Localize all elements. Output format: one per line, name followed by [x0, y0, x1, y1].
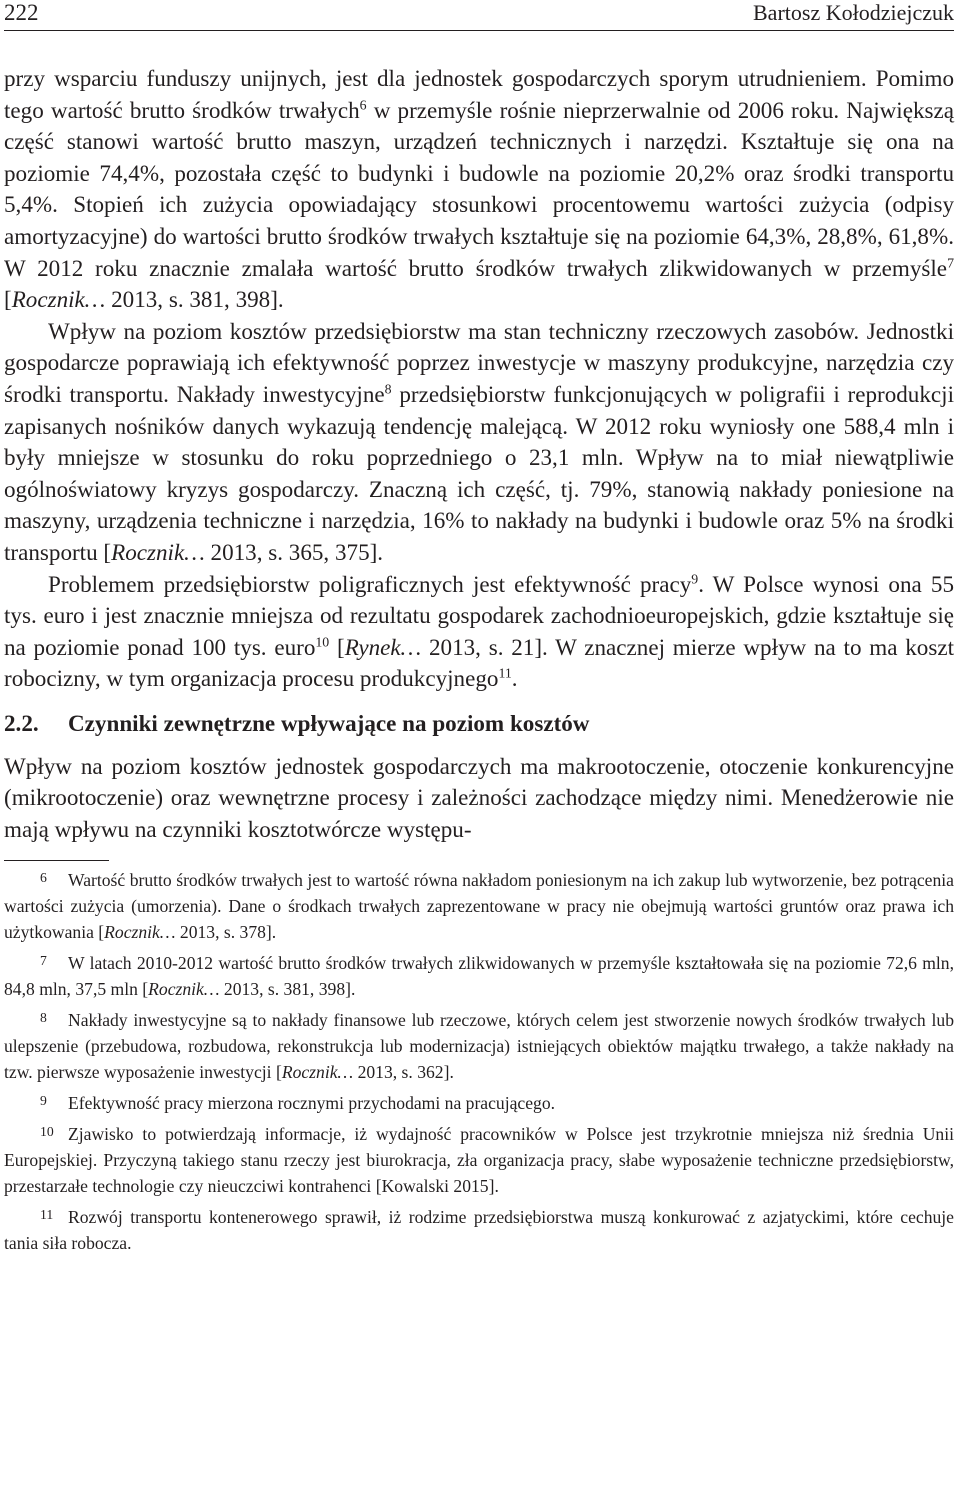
footnote-separator — [4, 860, 109, 861]
footnote-mark: 9 — [40, 1092, 47, 1108]
footnote-mark: 6 — [40, 869, 47, 885]
citation: Rynek… — [344, 633, 422, 660]
footnote-mark: 10 — [40, 1123, 54, 1139]
paragraph-2 — [4, 316, 954, 569]
footnote-ref-6[interactable]: 6 — [359, 96, 367, 112]
footnote-ref-11[interactable]: 11 — [498, 665, 512, 681]
footnote-6 — [4, 865, 954, 945]
citation: Rocznik… — [281, 1061, 354, 1082]
text-span: Zjawisko to potwierdzają informacje, iż wydajność pracowników w Polsce jest trzykrotnie mniejsza niż średnia Unii Europejskiej. Przyczyną takiego stanu rzeczy jest biurokracja, zła organizacja pracy, słabe wyposażenie techniczne przedsiębiorstw, przestarzałe technologie czy nieuczciwi kontrahenci [Kowalski 2015]. — [4, 1123, 954, 1196]
text-span: Wpływ na poziom kosztów jednostek gospodarczych ma makrootoczenie, otoczenie konkurencyjne (mikrootoczenie) oraz wewnętrzne procesy i zależności zachodzące między nimi. Menedżerowie nie mają wpływu na czynniki kosztotwórcze występu- — [4, 752, 954, 843]
footnote-10 — [4, 1119, 954, 1199]
citation: Rocznik… — [11, 286, 106, 313]
footnote-ref-9[interactable]: 9 — [691, 570, 699, 586]
text-span: 2013, s. 362]. — [353, 1061, 454, 1082]
text-span: przedsiębiorstw funkcjonujących w poligrafii i reprodukcji zapisanych nośników danych wykazują tendencję malejącą. W 2012 roku wyniosły one 588,4 mln i były mniejsze w stosunku do roku poprzedniego o 23,1 mln. Wpływ na to miał niewątpliwie ogólnoświatowy kryzys gospodarczy. Znaczną ich część, tj. 79%, stanowią nakłady poniesione na maszyny, urządzenia techniczne i narzędzia, 16% to nakłady na budynki i budowle oraz 5% na środki transportu [ — [4, 380, 954, 565]
text-span: w przemyśle rośnie nieprzerwalnie od 2006 roku. Największą część stanowi wartość brutto maszyn, urządzeń technicznych i narzędzi. Kształtuje się ona na poziomie 74,4%, pozostała część to budynki i budowle na poziomie 20,2% oraz środki transportu 5,4%. Stopień ich zużycia opowiadający stosunkowi procentowemu wartości zużycia (odpisy amortyzacyjne) do wartości brutto środków trwałych kształtuje się na poziomie 64,3%, 28,8%, 61,8%. W 2012 roku znacznie zmalała wartość brutto środków trwałych zlikwidowanych w przemyśle — [4, 96, 954, 281]
section-title: Czynniki zewnętrzne wpływające na poziom kosztów — [68, 709, 590, 736]
page-number: 222 — [4, 0, 39, 25]
text-span: 2013, s. 378]. — [175, 921, 277, 942]
footnote-mark: 11 — [40, 1206, 54, 1222]
text-span: Rozwój transportu kontenerowego sprawił, iż rodzime przedsiębiorstwa muszą konkurować z azjatyckimi, które cechuje tania siła robocza. — [4, 1206, 954, 1253]
footnotes — [4, 865, 954, 1256]
footnote-ref-7[interactable]: 7 — [947, 254, 954, 270]
text-span: 2013, s. 381, 398]. — [219, 978, 356, 999]
citation: Rocznik… — [111, 538, 205, 565]
footnote-mark: 7 — [40, 952, 47, 968]
text-span: . — [511, 665, 518, 692]
footnote-mark: 8 — [40, 1009, 47, 1025]
footnote-11 — [4, 1202, 954, 1256]
footnote-ref-10[interactable]: 10 — [315, 634, 330, 649]
footnote-8 — [4, 1005, 954, 1085]
footnote-9 — [4, 1088, 954, 1116]
paragraph-1 — [4, 63, 954, 316]
section-number: 2.2. — [4, 709, 39, 736]
text-span: 2013, s. 365, 375]. — [204, 538, 384, 565]
citation: Rocznik… — [104, 921, 176, 942]
text-span: Nakłady inwestycyjne są to nakłady finansowe lub rzeczowe, których celem jest stworzenie nowych środków trwałych lub ulepszenie (przebudowa, rozbudowa, rekonstrukcja lub modernizacja) istniejących obiektów majątku trwałego, a także nakłady na tzw. pierwsze wyposażenie inwestycji [ — [4, 1009, 954, 1082]
text-span: [ — [329, 633, 345, 660]
text-span: 2013, s. 381, 398]. — [105, 286, 284, 313]
text-span: Wartość brutto środków trwałych jest to wartość równa nakładom poniesionym na ich zakup lub wytworzenie, bez potrącenia wartości zużycia (umorzenia). Dane o środkach trwałych zaprezentowane w pracy nie obejmują wartości gruntów oraz prawa ich użytkowania [ — [4, 869, 954, 942]
footnote-7 — [4, 948, 954, 1002]
text-span: Wpływ na poziom kosztów przedsiębiorstw ma stan techniczny rzeczowych zasobów. Jednostki gospodarcze poprawiają ich efektywność poprzez inwestycje w maszyny produkcyjne, narzędzia czy środki transportu. Nakłady inwestycyjne — [4, 317, 954, 407]
text-span: . W Polsce wynosi ona 55 tys. euro i jest znacznie mniejsza od rezultatu gospodarek zachodnioeuropejskich, gdzie kształtuje się na poziomie ponad 100 tys. euro — [4, 570, 954, 660]
header-author: Bartosz Kołodziejczuk — [753, 0, 954, 25]
paragraph-4 — [4, 751, 954, 846]
section-heading — [4, 707, 954, 739]
paragraph-3 — [4, 569, 954, 695]
text-span: W latach 2010-2012 wartość brutto środków trwałych zlikwidowanych w przemyśle kształtowała się na poziomie 72,6 mln, 84,8 mln, 37,5 mln [ — [4, 952, 954, 999]
text-span: Efektywność pracy mierzona rocznymi przychodami na pracującego. — [68, 1092, 556, 1113]
text-span: 2013, s. 21]. W znacznej mierze wpływ na to ma koszt robocizny, w tym organizacja procesu produkcyjnego — [4, 633, 954, 692]
footnote-ref-8[interactable]: 8 — [384, 381, 392, 397]
text-span: [ — [4, 286, 12, 313]
body-text — [4, 63, 954, 846]
citation: Rocznik… — [148, 978, 220, 999]
running-header — [4, 0, 954, 31]
text-span: przy wsparciu funduszy unijnych, jest dla jednostek gospodarczych sporym utrudnieniem. Pomimo tego wartość brutto środków trwałych — [4, 65, 954, 123]
text-span: Problemem przedsiębiorstw poligraficznych jest efektywność pracy — [48, 570, 692, 597]
